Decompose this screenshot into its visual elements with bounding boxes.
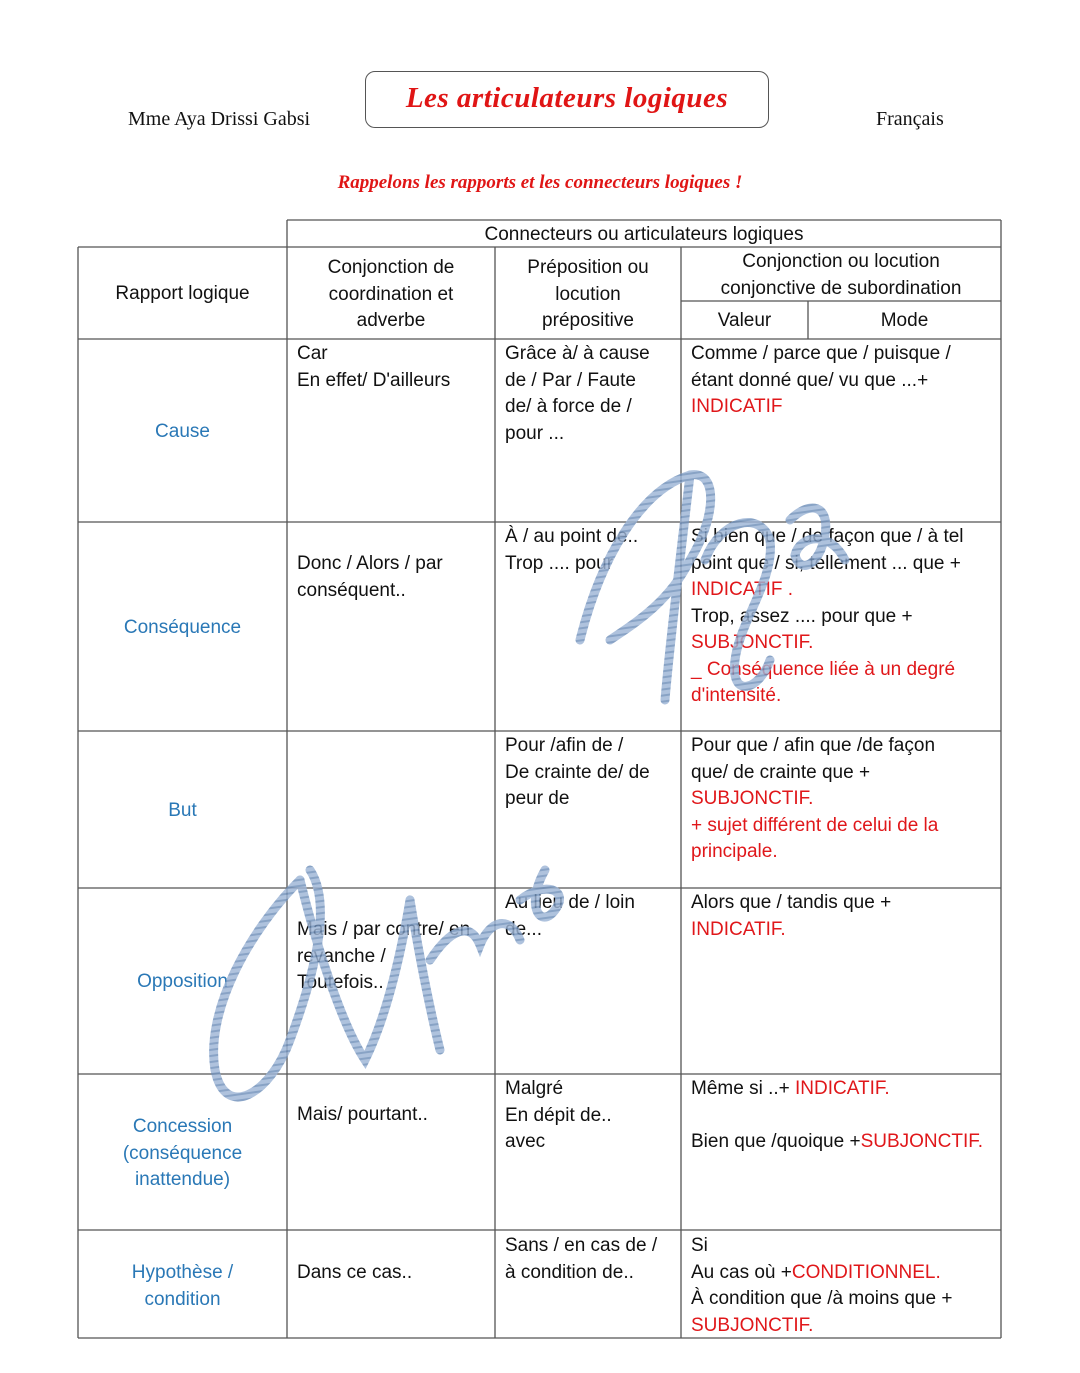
coord-line: conséquent..	[297, 579, 406, 601]
prep-line: Grâce à/ à cause	[505, 343, 650, 364]
sub-line: étant donné que/ vu que ...+	[691, 369, 929, 391]
header-mode-text: Mode	[880, 310, 929, 331]
rapport-cause	[78, 419, 287, 446]
header-coord	[287, 255, 495, 335]
prep-line: de...	[505, 918, 542, 940]
sub-line-note: _ Conséquence liée à un degré	[691, 658, 956, 680]
sub-line	[691, 1233, 999, 1260]
group-header-text: Connecteurs ou articulateurs logiques	[484, 224, 804, 245]
prep-line: Trop .... pour	[505, 552, 614, 574]
rapport-label: Concession	[132, 1116, 233, 1137]
header-prep-line: prépositive	[542, 310, 634, 331]
rapport-but	[78, 798, 287, 825]
sub-line-mode: INDICATIF .	[691, 579, 794, 600]
rapport-label: Cause	[155, 421, 210, 442]
header-prep-line: locution	[555, 283, 621, 305]
coord-line: Mais / par contre/ en	[297, 919, 471, 940]
header-rapport-text: Rapport logique	[115, 283, 250, 304]
group-header	[287, 222, 1001, 249]
sub-line: Trop, assez .... pour que +	[691, 605, 913, 627]
sub-line-note: principale.	[691, 841, 778, 862]
header-sub-line: conjonctive de subordination	[720, 277, 962, 299]
sub-line: Alors que / tandis que +	[691, 892, 892, 913]
sub-line	[691, 1313, 999, 1340]
prep-concession	[505, 1076, 679, 1156]
coord-line: En effet/ D'ailleurs	[297, 369, 451, 391]
sub-line-note: + sujet différent de celui de la	[691, 814, 939, 836]
sub-line: Pour que / afin que /de façon	[691, 735, 936, 756]
prep-hypothese	[505, 1233, 679, 1286]
prep-line: Malgré	[505, 1078, 564, 1099]
sub-concession	[691, 1076, 999, 1156]
sub-line-text: Si	[691, 1235, 708, 1256]
document-title: Les articulateurs logiques	[405, 82, 729, 114]
sub-line-text: Au cas où +	[691, 1261, 792, 1283]
prep-cause	[505, 341, 679, 447]
rapport-label: Hypothèse /	[131, 1262, 234, 1283]
coord-line: Toutefois..	[297, 972, 384, 993]
sub-line-mode: CONDITIONNEL.	[791, 1261, 941, 1283]
sub-line: Comme / parce que / puisque /	[691, 343, 951, 364]
sub-consequence	[691, 524, 999, 710]
header-prep-line: Préposition ou	[527, 257, 649, 278]
sub-line	[691, 1076, 999, 1103]
sub-opposition	[691, 890, 999, 943]
sub-line-blank	[691, 1103, 999, 1130]
sub-but	[691, 733, 999, 866]
sub-hypothese	[691, 1233, 999, 1339]
sub-line: que/ de crainte que +	[691, 761, 871, 783]
rapport-label: Opposition	[137, 971, 228, 992]
sub-line-mode: INDICATIF.	[691, 918, 786, 940]
header-prep	[495, 255, 681, 335]
sub-line	[691, 1129, 999, 1156]
coord-line: Car	[297, 343, 328, 364]
sub-line-mode: SUBJONCTIF.	[691, 632, 814, 653]
header-sub	[681, 249, 1001, 302]
sub-line-mode: INDICATIF	[691, 396, 783, 417]
rapport-label: inattendue)	[134, 1169, 231, 1190]
prep-but	[505, 733, 679, 813]
rapport-concession	[78, 1114, 287, 1194]
prep-line: Sans / en cas de /	[505, 1235, 658, 1256]
rapport-label: condition	[144, 1288, 221, 1310]
prep-line: avec	[505, 1131, 546, 1152]
rapport-consequence	[78, 615, 287, 642]
sub-line-text: À condition que /à moins que +	[691, 1288, 953, 1309]
sub-line: Si bien que / de façon que / à tel	[691, 526, 964, 547]
sub-line-text: Même si ..+	[691, 1078, 795, 1099]
subject-label: Français	[876, 108, 944, 130]
header-coord-line: coordination et	[328, 283, 454, 305]
sub-line-mode: SUBJONCTIF.	[691, 788, 814, 809]
header-rapport	[78, 281, 287, 308]
coord-concession	[297, 1102, 492, 1129]
sub-line: point que / si, tellement ... que +	[691, 552, 961, 574]
coord-consequence	[297, 551, 492, 604]
prep-line: de/ à force de /	[505, 396, 632, 417]
prep-line: peur de	[505, 788, 570, 809]
rapport-opposition	[78, 969, 287, 996]
sub-cause	[691, 341, 999, 421]
prep-line: Pour /afin de /	[505, 735, 624, 756]
prep-line: De crainte de/ de	[505, 761, 650, 783]
prep-line: à condition de..	[505, 1261, 634, 1283]
prep-line: En dépit de..	[505, 1104, 612, 1126]
prep-opposition	[505, 890, 679, 943]
prep-line: pour ...	[505, 422, 565, 444]
coord-line: Mais/ pourtant..	[297, 1104, 428, 1125]
prep-line: de / Par / Faute	[505, 369, 636, 391]
subtitle: Rappelons les rapports et les connecteurs logiques !	[337, 172, 743, 193]
rapport-label: But	[168, 800, 197, 821]
header-sub-line: Conjonction ou locution	[742, 251, 940, 272]
header-coord-line: Conjonction de	[327, 257, 455, 278]
sub-line	[691, 1286, 999, 1313]
author-name: Mme Aya Drissi Gabsi	[128, 108, 311, 130]
prep-line: Au lieu de / loin	[505, 892, 635, 913]
coord-opposition	[297, 917, 492, 997]
coord-hypothese	[297, 1260, 492, 1287]
sub-line-mode: INDICATIF.	[795, 1078, 890, 1099]
prep-line: À / au point de..	[505, 526, 639, 547]
rapport-label: Conséquence	[123, 617, 242, 638]
coord-line: revanche /	[297, 945, 386, 967]
rapport-label: (conséquence	[122, 1142, 243, 1164]
sub-line-note: d'intensité.	[691, 685, 782, 706]
header-valeur	[681, 308, 808, 335]
header-mode	[808, 308, 1001, 335]
prep-consequence	[505, 524, 679, 577]
sub-line-mode: SUBJONCTIF.	[691, 1314, 814, 1336]
header-valeur-text: Valeur	[717, 310, 772, 331]
sub-line	[691, 1260, 999, 1287]
coord-cause	[297, 341, 492, 394]
header-coord-line: adverbe	[356, 310, 426, 331]
sub-line-text: Bien que /quoique +	[691, 1131, 861, 1152]
coord-line: Dans ce cas..	[297, 1262, 413, 1283]
rapport-hypothese	[78, 1260, 287, 1313]
coord-line: Donc / Alors / par	[297, 553, 443, 574]
sub-line-mode: SUBJONCTIF.	[860, 1131, 984, 1152]
